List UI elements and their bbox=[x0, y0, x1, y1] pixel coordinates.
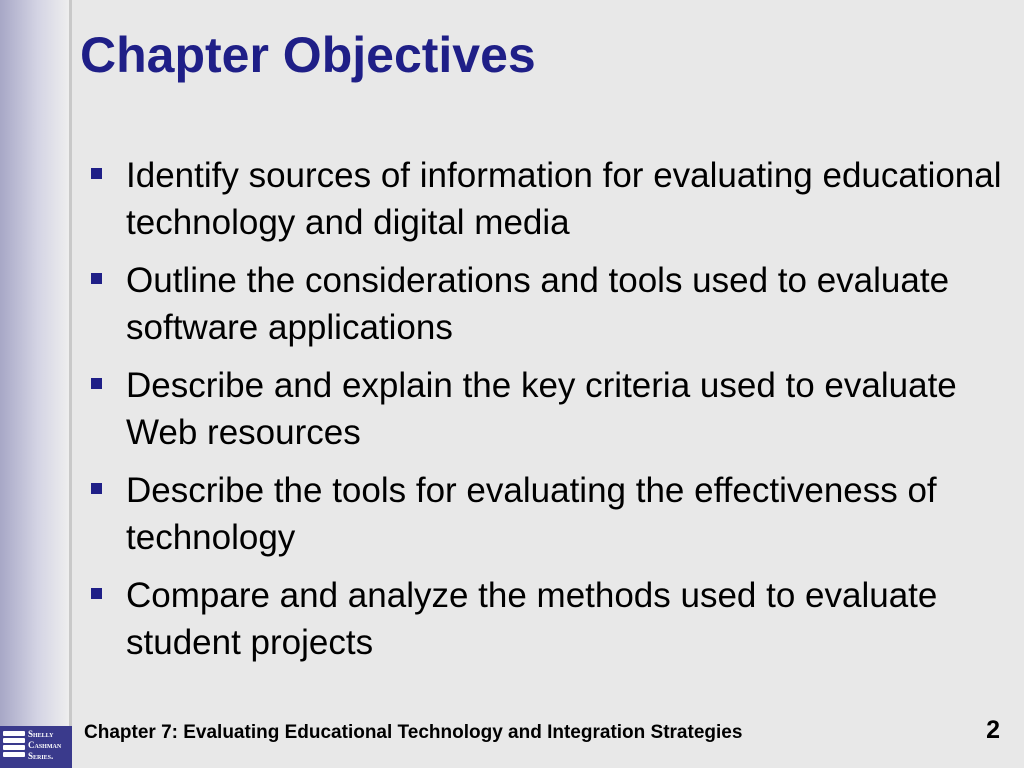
logo-line: Shelly bbox=[28, 729, 54, 739]
objectives-list bbox=[90, 152, 1010, 677]
square-bullet-icon bbox=[91, 588, 102, 599]
left-decorative-bar bbox=[0, 0, 72, 768]
square-bullet-icon bbox=[91, 378, 102, 389]
square-bullet-icon bbox=[91, 168, 102, 179]
footer-chapter-title: Chapter 7: Evaluating Educational Technology and Integration Strategies bbox=[84, 722, 743, 743]
square-bullet-icon bbox=[91, 273, 102, 284]
book-stack-icon bbox=[3, 731, 25, 763]
objective-item bbox=[90, 152, 1010, 246]
publisher-logo bbox=[0, 726, 72, 768]
logo-line: Series. bbox=[28, 751, 54, 761]
objective-text: Compare and analyze the methods used to evaluate student projects bbox=[126, 576, 938, 662]
objective-item bbox=[90, 572, 1010, 666]
objective-item bbox=[90, 257, 1010, 351]
objective-text: Describe the tools for evaluating the effectiveness of technology bbox=[126, 471, 937, 557]
logo-line: Cashman bbox=[28, 740, 62, 750]
objective-text: Describe and explain the key criteria used to evaluate Web resources bbox=[126, 366, 957, 452]
slide-title: Chapter Objectives bbox=[80, 27, 536, 83]
square-bullet-icon bbox=[91, 483, 102, 494]
objective-text: Identify sources of information for evaluating educational technology and digital media bbox=[126, 156, 1002, 242]
logo-text bbox=[28, 729, 61, 762]
objective-item bbox=[90, 467, 1010, 561]
objective-text: Outline the considerations and tools used to evaluate software applications bbox=[126, 261, 950, 347]
objective-item bbox=[90, 362, 1010, 456]
page-number: 2 bbox=[986, 716, 1000, 744]
